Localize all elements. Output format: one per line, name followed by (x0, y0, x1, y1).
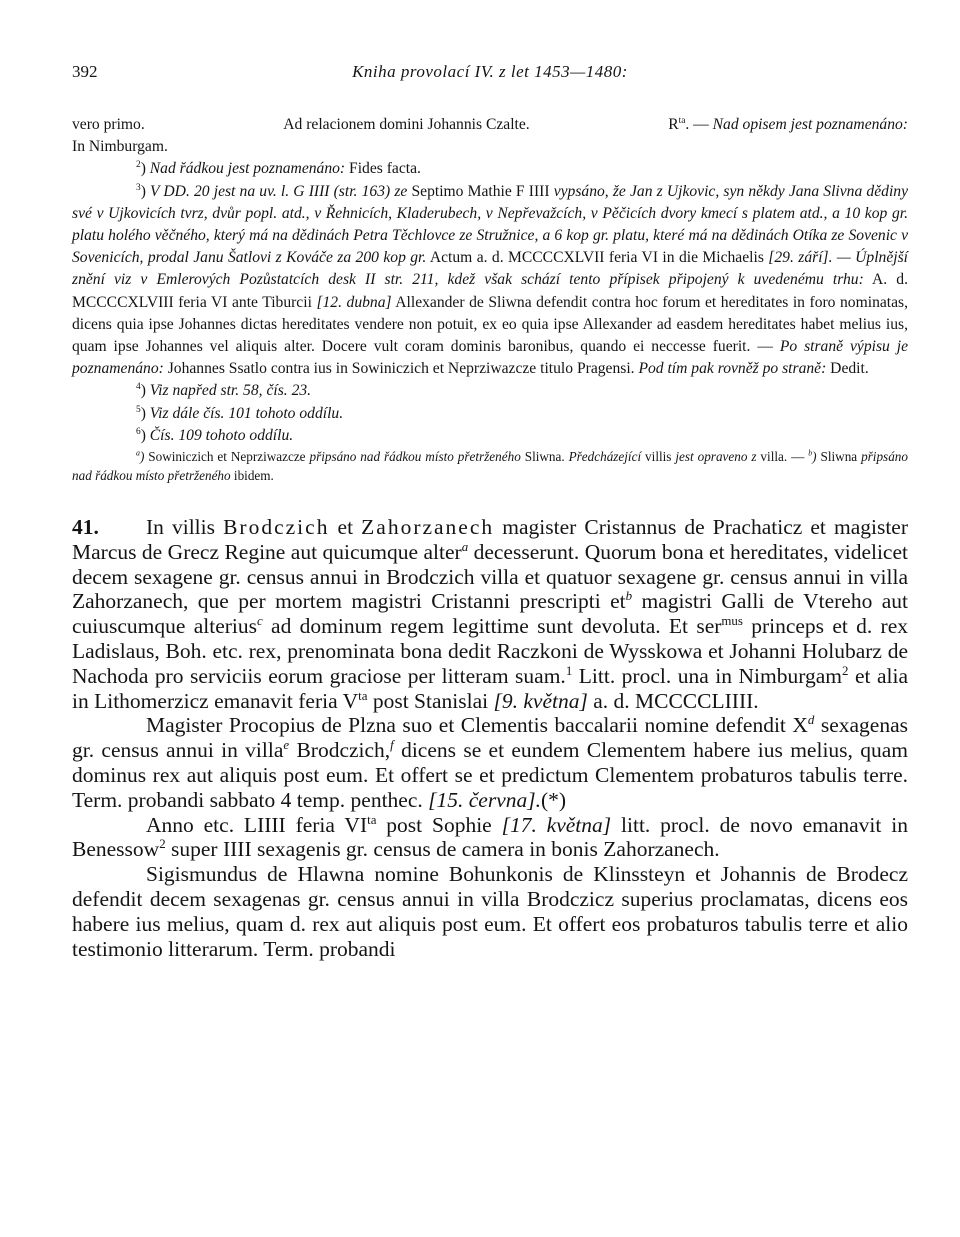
entry-paragraph-2: Magister Procopius de Plzna suo et Clementis baccalarii nomine defendit $X^d$ sexagenas gr. census annui in villa$^e$ Brodczich,$^f$ dicens se et eundem Clementem habere ius melius, quam dominus rex aut aliquis post eum. Et offert se et predictum Clementem probaturos tabulis terre. Term. probandi sabbato 4 temp. penthec. [15. června].(*) (72, 713, 908, 812)
footnote-4: $^4$) Viz napřed str. 58, čís. 23. (136, 382, 312, 400)
footnote-6: $^6$) Čís. 109 tohoto oddílu. (136, 426, 294, 444)
running-title: Kniha provolací IV. z let 1453—1480: (352, 62, 628, 81)
entry-number: 41. (72, 515, 99, 540)
footnote-2: $^2$) Nad řádkou jest poznamenáno: Fides facta. (136, 160, 421, 178)
note-line: In Nimburgam. (72, 138, 168, 156)
note-text: Ad relacionem domini Johannis Czalte. (283, 116, 530, 133)
footnote-3: $^3$) V DD. 20 jest na uv. l. G IIII (str. 163) ze Septimo Mathie F IIII vypsáno, že Jan z Ujkovic, syn někdy Jana Slivna dědiny své v Ujkovicích tvrz, dvůr popl. atd., v Řehnicích, Kladerubech, v Nepřevažcích, v Pěčicích dvory kmecí s platem atd., a 10 kop gr. platu holého věčného, který má na dědinách Petra Těchlovce ze Stružnice, a 6 kop gr. platu, které má na dědinách Otíka ze Sovenic v Sovenicích, prodal Janu Šatlovi z Kováče za 200 kop gr. Actum a. d. MCCCCXLVII feria VI in die Michaelis [29. září]. — Úplnější znění viz v Emlerových Pozůstatcích desk II str. 211, kdež však schází tento přípisek připojený k uvedenému trhu: A. d. MCCCCXLVIII feria VI ante Tiburcii [12. dubna] Allexander de Sliwna defendit contra hoc forum et hereditates in foro nominatas, dicens quia ipse Johannes dictas hereditates vendere non potuit, ex eo quia ipse Allexander ad easdem hereditates habet melius ius, quam ipse Johannes vel aliquis alter. Docere vult coram dominis baronibus, quando ei neccesse fuerit. — Po straně výpisu je poznamenáno: Johannes Ssatlo contra ius in Sowiniczich et Neprziwazcze titulo Pragensi. Pod tím pak rovněž po straně: Dedit. (72, 182, 909, 378)
notes-top-row (72, 114, 908, 136)
entry-41 (72, 515, 908, 961)
entry-paragraph-1: 41. In villis Brodczich et Zahorzanech magister Cristannus de Prachaticz et magister Marcus de Grecz Regine aut quicumque alter$^a$ decesserunt. Quorum bona et hereditates, videlicet decem sexagene gr. census annui in Brodczich villa et quatuor sexagene gr. census annui in villa Zahorzanech, que per mortem magistri Cristanni prescripti $et^b$ magistri Galli de Vtereho aut cuiuscumque alterius$^c$ ad dominum regem legittime sunt devoluta. Et ser$^{mus}$ princeps et d. rex Ladislaus, Boh. etc. rex, prenominata bona dedit Raczkoni de Wysskowa et Johanni Holubarz de Nachoda pro serviciis eorum graciose per litteram suam.$^1$ Litt. procl. una in Nimburgam$^2$ et alia in Lithomerzicz emanavit feria $V^{ta}$ post Stanislai [9. května] a. d. MCCCCLIIII. (72, 515, 909, 713)
page-header (72, 62, 908, 88)
footnote-a-b: $^a$) Sowiniczich et Neprziwazcze připsáno nad řádkou místo přetrženého Sliwna. Předcházející villis jest opraveno z villa. — $^b$) Sliwna připsáno nad řádkou místo přetrženého ibidem. (72, 448, 908, 484)
entry-paragraph-3: Anno etc. LIIII feria $VI^{ta}$ post Sophie [17. května] litt. procl. de novo emanavit in Benessow$^2$ super IIII sexagenis gr. census de camera in bonis Zahorzanech. (72, 812, 908, 862)
page (72, 62, 908, 961)
note-text: $R^{ta}$. — Nad opisem jest poznamenáno: (668, 115, 908, 133)
page-number: 392 (72, 62, 98, 81)
footnote-5: $^5$) Viz dále čís. 101 tohoto oddílu. (136, 404, 344, 422)
entry-paragraph-4: Sigismundus de Hlawna nomine Bohunkonis de Klinssteyn et Johannis de Brodecz defendit decem sexagenas gr. census annui in villa Brodczicz superius proclamatas, dicens eos habere ius melius, quam d. rex aut aliquis post eum. Et offert eos probaturos tabulis terre et alio testimonio litterarum. Term. probandi (72, 862, 908, 961)
note-text: vero primo. (72, 116, 145, 133)
footnotes-block (72, 114, 908, 485)
